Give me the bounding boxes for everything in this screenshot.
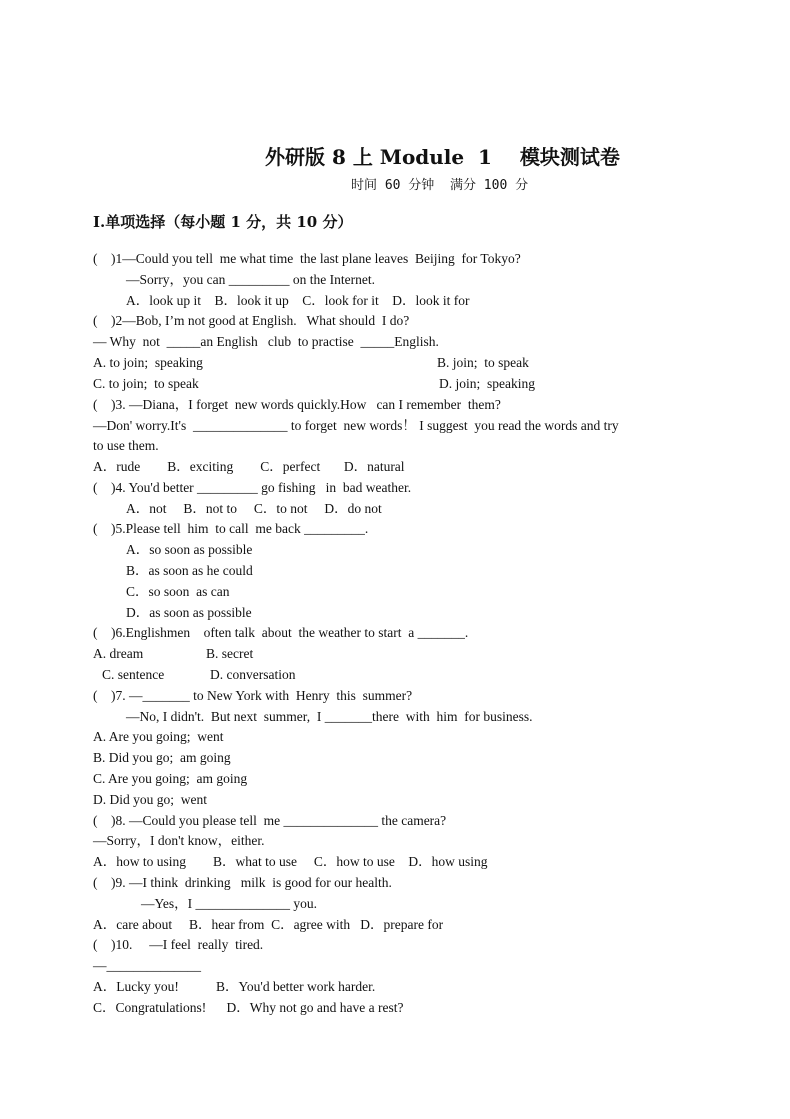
question-5-option-a: A．so soon as possible [126,542,253,557]
question-7-stem: ( )7. —_______ to New York with Henry this summer? [93,688,413,703]
question-10-options-ab: A．Lucky you! B．You'd better work harder. [93,979,376,994]
question-6-option-c: C. sentence [102,667,165,682]
question-7-option-c: C. Are you going; am going [93,771,248,786]
question-7-option-a: A. Are you going; went [93,729,224,744]
question-10-stem: ( )10. —I feel really tired. [93,937,264,952]
question-5-option-d: D．as soon as possible [126,605,252,620]
question-7-reply: —No, I didn't. But next summer, I _______there with him for business. [126,709,533,724]
question-3-stem: ( )3. —Diana，I forget new words quickly.How can I remember them? [93,397,501,412]
question-5-option-b: B．as soon as he could [126,563,253,578]
question-2-option-b: B. join; to speak [437,355,529,370]
question-2-stem: ( )2—Bob, I’m not good at English. What should I do? [93,313,410,328]
question-8-options: A．how to using B．what to use C．how to use D．how using [93,854,488,869]
question-10-options-cd: C．Congratulations! D．Why not go and have a rest? [93,1000,404,1015]
question-3-reply-cont: to use them. [93,438,159,453]
question-2-option-a: A. to join; speaking [93,355,203,370]
question-6-stem: ( )6.Englishmen often talk about the weather to start a _______. [93,625,469,640]
question-4-options: A．not B．not to C．to not D．do not [126,501,382,516]
question-8-reply: —Sorry，I don't know，either. [93,833,265,848]
question-9-stem: ( )9. —I think drinking milk is good for our health. [93,875,392,890]
question-1-stem: ( )1—Could you tell me what time the last plane leaves Beijing for Tokyo? [93,251,521,266]
question-9-options: A．care about B．hear from C．agree with D．prepare for [93,917,444,932]
question-2-reply: — Why not _____an English club to practise _____English. [93,334,439,349]
question-8-stem: ( )8. —Could you please tell me ______________ the camera? [93,813,447,828]
page-title: 外研版 8 上 Module 1 模块测试卷 [265,145,620,169]
question-10-reply: —______________ [93,958,201,973]
question-7-option-b: B. Did you go; am going [93,750,231,765]
exam-time-and-score: 时间 60 分钟 满分 100 分 [351,178,529,193]
question-1-reply: —Sorry，you can _________ on the Internet. [126,272,375,287]
question-1-options: A．look up it B．look it up C．look for it D．look it for [126,293,470,308]
question-5-option-c: C．so soon as can [126,584,230,599]
question-6-option-a: A. dream [93,646,144,661]
question-5-stem: ( )5.Please tell him to call me back _________. [93,521,369,536]
question-2-option-d: D. join; speaking [439,376,535,391]
question-3-options: A．rude B．exciting C．perfect D．natural [93,459,405,474]
question-6-option-d: D. conversation [210,667,296,682]
question-6-option-b: B. secret [206,646,254,661]
section-heading: I.单项选择（每小题 1 分，共 10 分） [93,213,353,231]
question-3-reply: —Don' worry.It's ______________ to forget new words！ I suggest you read the words and try [93,418,619,433]
question-9-reply: —Yes，I ______________ you. [141,896,318,911]
question-2-option-c: C. to join; to speak [93,376,199,391]
question-7-option-d: D. Did you go; went [93,792,207,807]
question-4-stem: ( )4. You'd better _________ go fishing in bad weather. [93,480,412,495]
